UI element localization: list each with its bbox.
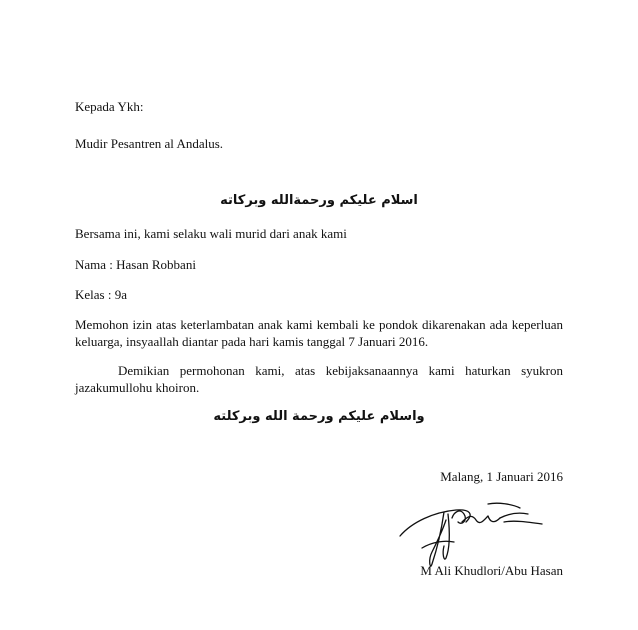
- signatory-name: M Ali Khudlori/Abu Hasan: [420, 563, 563, 578]
- intro-line: Bersama ini, kami selaku wali murid dari anak kami: [75, 226, 347, 241]
- student-name: Nama : Hasan Robbani: [75, 257, 196, 272]
- closing-paragraph: Demikian permohonan kami, atas kebijaksanaannya kami haturkan syukron jazakumullohu khoiron.: [75, 363, 563, 395]
- place-date: Malang, 1 Januari 2016: [440, 469, 563, 484]
- request-paragraph: Memohon izin atas keterlambatan anak kami kembali ke pondok dikarenakan ada keperluan keluarga, insyaallah diantar pada hari kamis tanggal 7 Januari 2016.: [75, 317, 563, 349]
- opening-greeting-arabic: اسلام عليكم ورحمةالله وبركاته: [220, 193, 418, 208]
- salutation: Kepada Ykh:: [75, 99, 144, 114]
- student-class: Kelas : 9a: [75, 287, 127, 302]
- recipient: Mudir Pesantren al Andalus.: [75, 136, 224, 151]
- closing-greeting-arabic: واسلام عليكم ورحمة الله وبركلته: [213, 409, 425, 424]
- signature-scribble: [392, 492, 552, 574]
